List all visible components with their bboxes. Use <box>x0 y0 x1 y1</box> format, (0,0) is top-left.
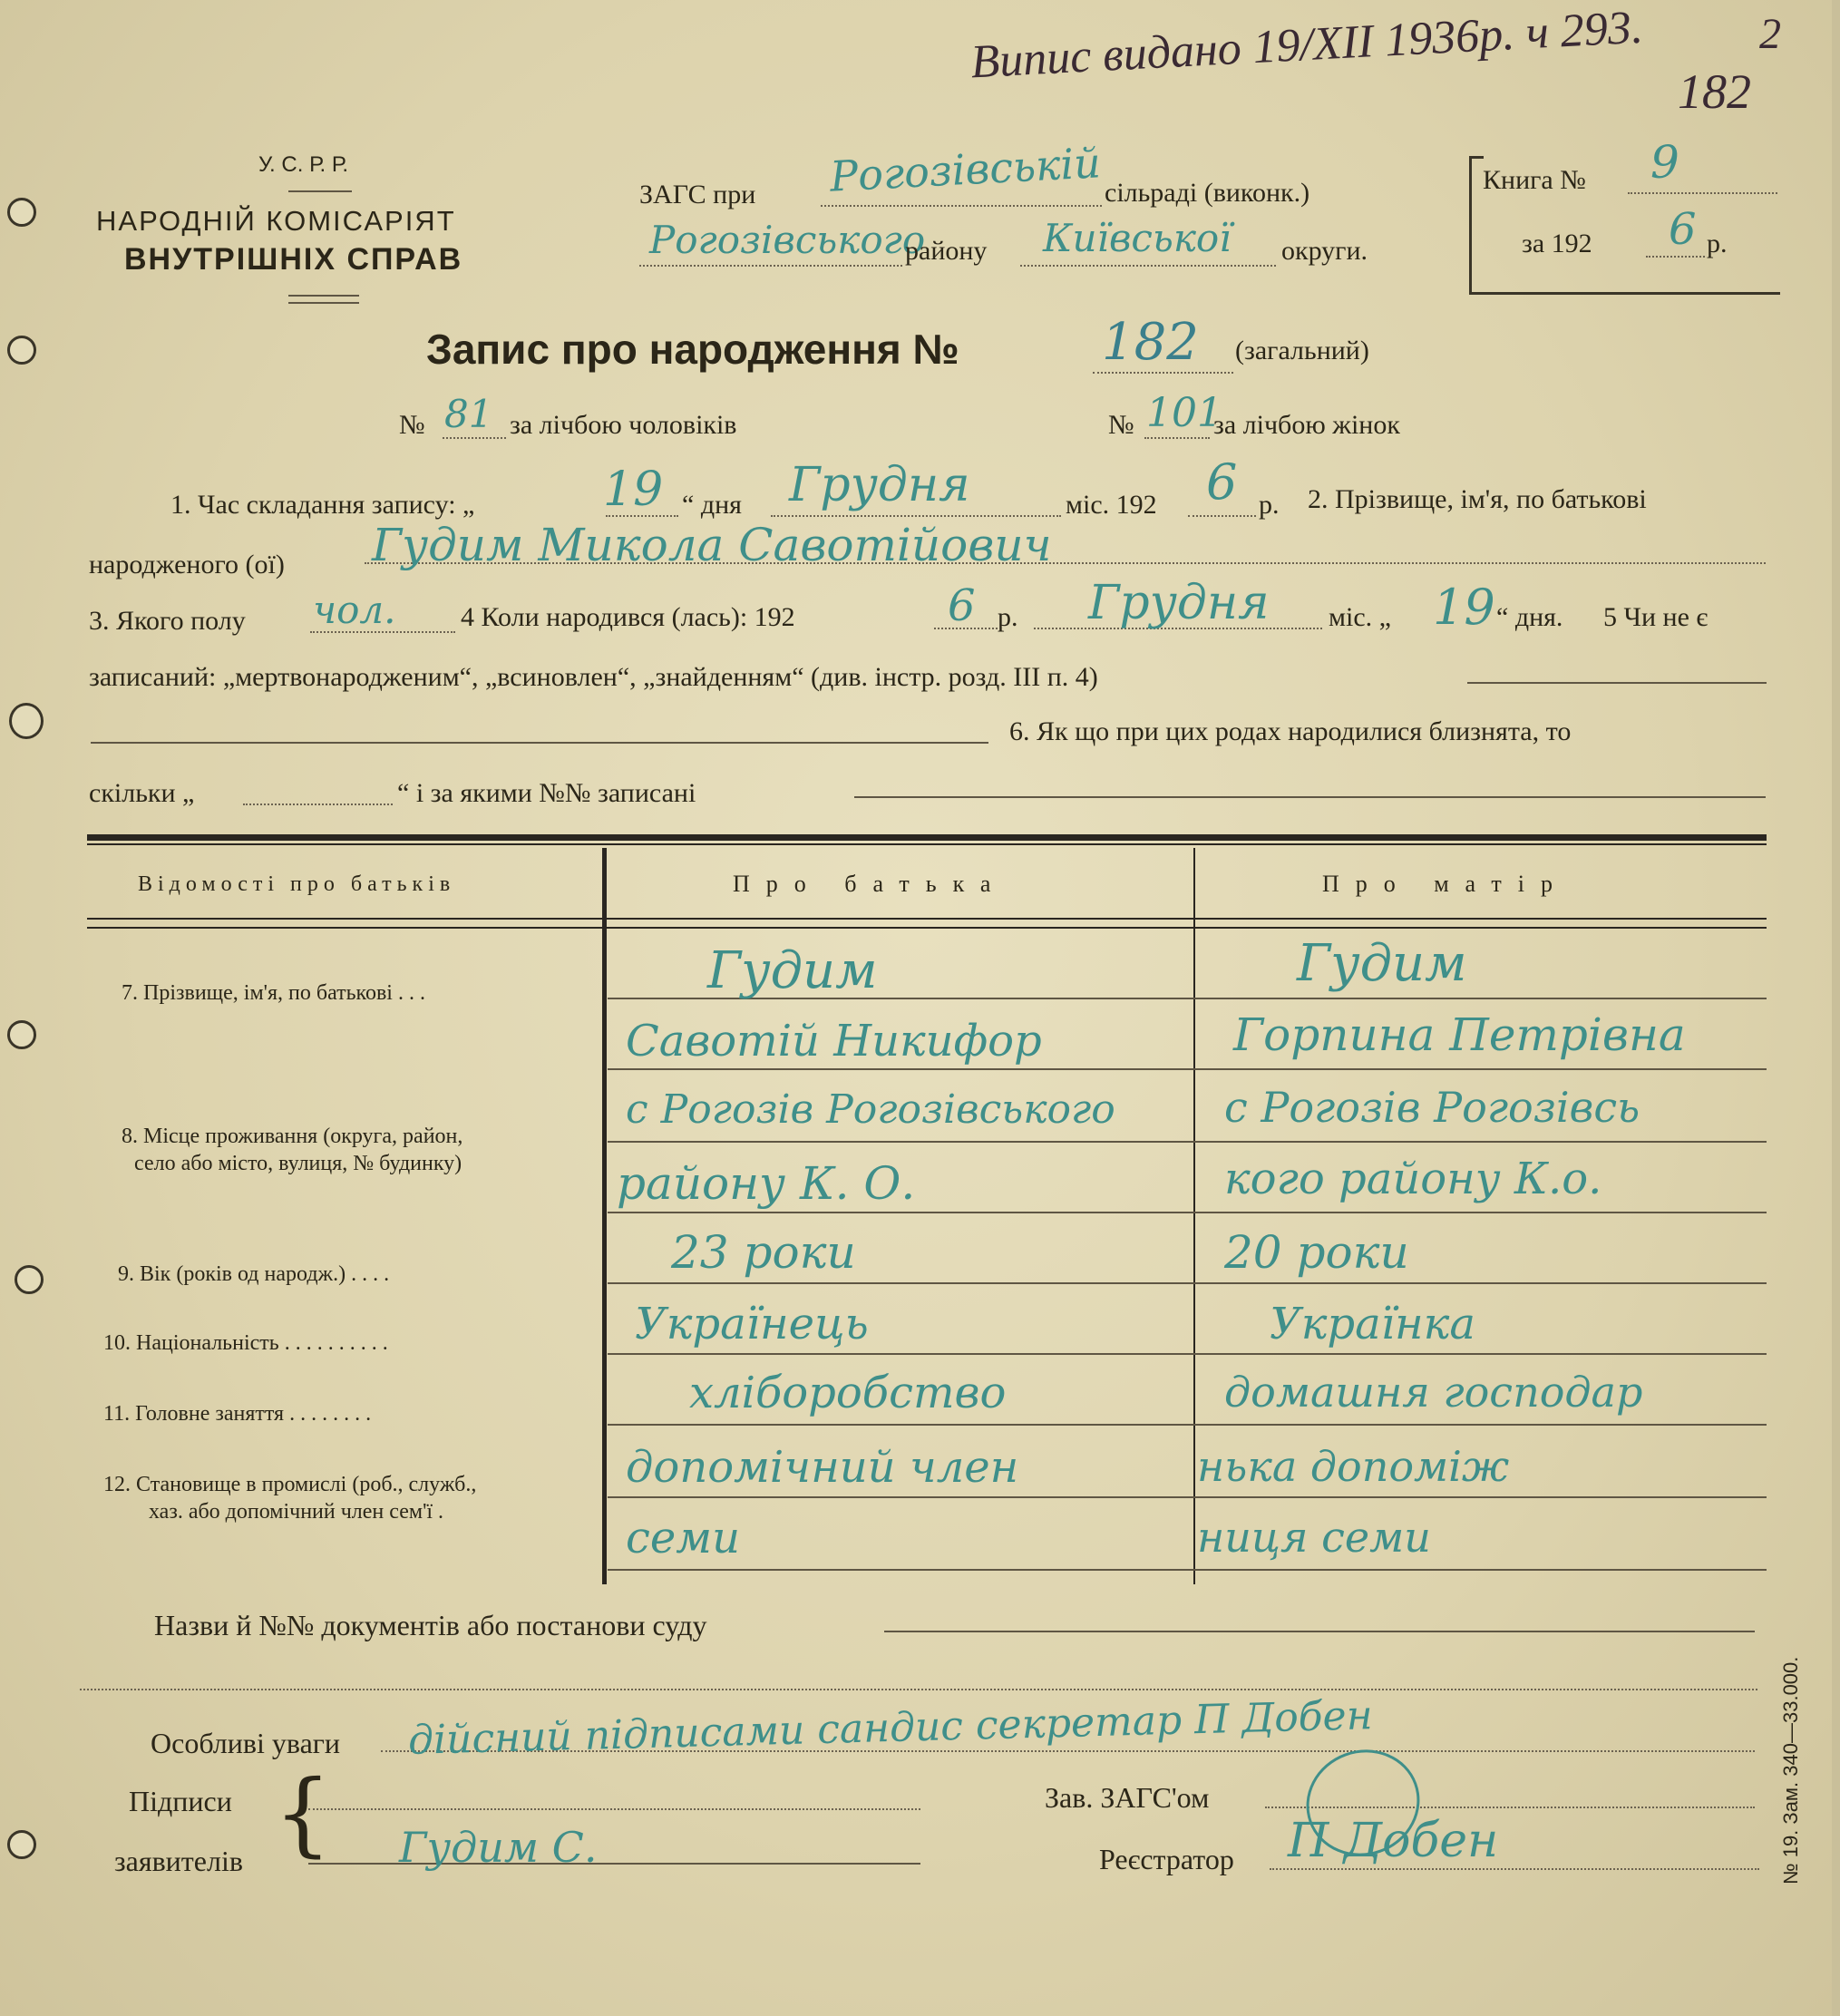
issued-note: Випис видано 19/ХІІ 1936р. ч 293. <box>969 1 1645 89</box>
f4-day: 19 <box>1433 579 1495 636</box>
table-header-label: Відомості про батьків <box>138 872 456 896</box>
father-residence-1: с Рогозів Рогозівського <box>626 1086 1115 1133</box>
mother-surname: Гудим <box>1297 934 1467 993</box>
row-label-residence-2: село або місто, вулиця, № будинку) <box>134 1152 462 1175</box>
table-header-father: Про батька <box>733 871 1008 897</box>
f1-mid: “ дня <box>682 490 742 520</box>
book-year-prefix: за 192 <box>1522 229 1592 258</box>
f4-label: 4 Коли народився (лась): 192 <box>461 602 795 632</box>
book-label: Книга № <box>1483 165 1586 195</box>
notes-value: дійсний підписами сандис секретар П Добен <box>407 1692 1374 1764</box>
mother-occupation: домашня господар <box>1224 1368 1643 1417</box>
women-prefix: № <box>1108 410 1134 440</box>
mother-name: Горпина Петрівна <box>1233 1008 1686 1061</box>
record-number-corner: 182 <box>1678 64 1751 119</box>
commissariat-line1: НАРОДНІЙ КОМІСАРІЯТ <box>96 205 456 237</box>
f5-label2: записаний: „мертвонародженим“, „всиновлен“, „знайденням“ (див. інстр. розд. III п. 4) <box>89 662 1098 692</box>
f4-mis: міс. „ <box>1329 602 1391 632</box>
men-prefix: № <box>399 410 425 440</box>
father-surname: Гудим <box>707 941 878 1000</box>
f3-value: чол. <box>313 588 396 632</box>
signatures-label-1: Підписи <box>129 1785 232 1817</box>
f2-label2: народженого (ої) <box>89 550 285 579</box>
zags-council-label: сільраді (виконк.) <box>1105 178 1310 208</box>
applicant-signature: Гудим С. <box>399 1823 598 1872</box>
f1-year: 6 <box>1206 453 1238 511</box>
f6-label2a: скільки „ <box>89 778 195 808</box>
notes-label: Особливі уваги <box>151 1727 341 1759</box>
row-label-name: 7. Прізвище, ім'я, по батькові . . . <box>122 981 425 1005</box>
book-number: 9 <box>1650 136 1679 189</box>
commissariat-line2: ВНУТРІШНІХ СПРАВ <box>124 242 463 277</box>
mother-nationality: Українка <box>1270 1299 1475 1349</box>
head-label: Зав. ЗАГС'ом <box>1045 1781 1210 1814</box>
punch-hole <box>7 198 36 227</box>
zags-okruha: Київської <box>1043 216 1232 260</box>
zags-district: Рогозівського <box>649 218 926 262</box>
punch-hole <box>7 1830 36 1859</box>
women-number: 101 <box>1146 390 1222 436</box>
brace-icon: { <box>274 1760 332 1866</box>
father-age: 23 роки <box>671 1226 856 1279</box>
men-number: 81 <box>444 392 493 436</box>
documents-label: Назви й №№ документів або постанови суду <box>154 1609 707 1641</box>
mother-residence-2: кого району К.о. <box>1224 1154 1602 1204</box>
row-label-residence: 8. Місце проживання (округа, район, <box>122 1125 463 1148</box>
f1-r: р. <box>1259 490 1280 520</box>
record-number: 182 <box>1102 313 1199 372</box>
row-label-position: 12. Становище в промислі (роб., служб., <box>103 1473 477 1496</box>
page-number: 2 <box>1759 10 1781 58</box>
zags-village: Рогозівській <box>828 138 1102 201</box>
zags-prefix: ЗАГС при <box>639 180 756 209</box>
f4-year: 6 <box>948 580 976 631</box>
father-occupation: хліборобство <box>689 1368 1007 1418</box>
father-position-1: допомічний член <box>626 1442 1019 1493</box>
f4-month: Грудня <box>1088 576 1270 630</box>
f3-label: 3. Якого полу <box>89 606 246 636</box>
state-name: У. С. Р. Р. <box>258 152 349 177</box>
father-position-2: семи <box>626 1513 740 1563</box>
mother-residence-1: с Рогозів Рогозівсь <box>1224 1083 1640 1132</box>
okruha-label: округи. <box>1281 236 1368 266</box>
f2-value: Гудим Микола Савотійович <box>372 519 1052 571</box>
print-info: № 19. Зам. 340—33.000. <box>1779 1656 1802 1885</box>
row-label-position-2: хаз. або допомічний член сем'ї . <box>149 1500 444 1524</box>
registrar-label: Реєстратор <box>1099 1843 1234 1875</box>
row-label-nationality: 10. Національність . . . . . . . . . . <box>103 1331 388 1355</box>
f4-r: р. <box>998 602 1018 632</box>
f1-mis: міс. 192 <box>1066 490 1157 520</box>
father-residence-2: району К. О. <box>617 1157 916 1210</box>
book-year-digit: 6 <box>1669 204 1697 255</box>
mother-age: 20 роки <box>1224 1226 1409 1279</box>
title-suffix: (загальний) <box>1235 336 1369 365</box>
men-label: за лічбою чоловіків <box>510 410 737 440</box>
punch-hole <box>7 336 36 365</box>
father-name: Савотій Никифор <box>626 1016 1042 1066</box>
punch-hole <box>15 1265 44 1294</box>
women-label: за лічбою жінок <box>1213 410 1400 440</box>
table-header-mother: Про матір <box>1322 871 1570 897</box>
punch-hole <box>9 703 44 739</box>
mother-position-1: нька допоміж <box>1197 1442 1510 1491</box>
f1-label: 1. Час складання запису: „ <box>170 490 475 520</box>
row-label-occupation: 11. Головне заняття . . . . . . . . <box>103 1402 372 1426</box>
row-label-age: 9. Вік (років од народж.) . . . . <box>118 1262 390 1286</box>
f2-label: 2. Прізвище, ім'я, по батькові <box>1308 484 1647 514</box>
signatures-label-2: заявителів <box>114 1845 243 1877</box>
registrar-signature: П Добен <box>1288 1814 1499 1868</box>
f1-month: Грудня <box>789 458 970 512</box>
mother-position-2: ниця семи <box>1197 1513 1431 1562</box>
punch-hole <box>7 1020 36 1049</box>
book-year-suffix: р. <box>1707 229 1728 258</box>
f6-label2b: “ і за якими №№ записані <box>397 778 696 808</box>
f4-dnia: “ дня. <box>1496 602 1563 632</box>
f5-label: 5 Чи не є <box>1603 602 1709 632</box>
district-label: району <box>905 236 988 266</box>
page-title: Запис про народження № <box>426 326 959 373</box>
father-nationality: Українець <box>635 1299 869 1349</box>
f6-label: 6. Як що при цих родах народилися близнята, то <box>1009 716 1572 746</box>
f1-day: 19 <box>603 463 664 517</box>
